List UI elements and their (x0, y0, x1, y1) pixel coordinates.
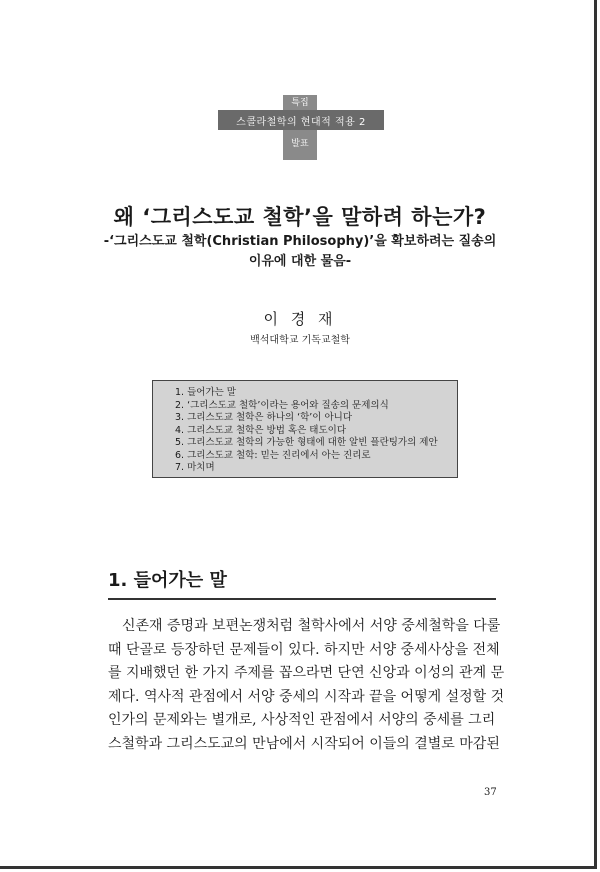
subtitle-line: -‘그리스도교 철학(Christian Philosophy)’을 확보하려는 질송의 (103, 234, 497, 249)
body-line: 스철학과 그리스도교의 만남에서 시작되어 이들의 결별로 마감된 (108, 735, 500, 752)
body-line: 때 단골로 등장하던 문제들이 있다. 하지만 서양 중세사상을 전체 (108, 641, 500, 658)
table-of-contents (152, 380, 458, 478)
toc-item: 1. 들어가는 말 (175, 387, 236, 398)
section-divider (108, 598, 496, 600)
author-affiliation: 백석대학교 기독교철학 (250, 335, 350, 346)
page-number: 37 (484, 787, 497, 798)
body-line: 신존재 증명과 보편논쟁처럼 철학사에서 서양 중세철학을 다룰 (122, 618, 501, 634)
subtitle-line: 이유에 대한 물음- (248, 254, 352, 269)
header-badge-horizontal-bar (218, 110, 384, 130)
body-line: 를 지배했던 한 가지 주제를 꼽으라면 단연 신앙과 이성의 관계 문 (108, 665, 505, 681)
body-paragraph (108, 615, 505, 756)
toc-item: 7. 마치며 (175, 462, 215, 473)
toc-item: 5. 그리스도교 철학의 가능한 형태에 대한 알빈 플란팅가의 제안 (175, 437, 438, 448)
toc-item: 3. 그리스도교 철학은 하나의 ‘학’이 아니다 (175, 412, 353, 423)
toc-item: 4. 그리스도교 철학은 방법 혹은 태도이다 (175, 424, 346, 436)
author-name: 이 경 재 (263, 310, 337, 328)
toc-item: 6. 그리스도교 철학: 믿는 진리에서 아는 진리로 (175, 449, 371, 461)
header-badge-label: 스콜라철학의 현대적 적용 2 (236, 116, 366, 128)
body-line: 제다. 역사적 관점에서 서양 중세의 시작과 끝을 어떻게 설정할 것 (108, 688, 505, 705)
header-badge-bottom: 발표 (291, 139, 309, 149)
toc-item: 2. ‘그리스도교 철학’이라는 용어와 질송의 문제의식 (175, 399, 389, 411)
paper-title: 왜 ‘그리스도교 철학’을 말하려 하는가? (113, 205, 487, 229)
paper-subtitle (80, 232, 520, 272)
header-badge-top: 특집 (291, 98, 309, 108)
body-line: 인가의 문제와는 별개로, 사상적인 관점에서 서양의 중세를 그리 (108, 712, 496, 728)
section-heading: 1. 들어가는 말 (108, 570, 227, 591)
